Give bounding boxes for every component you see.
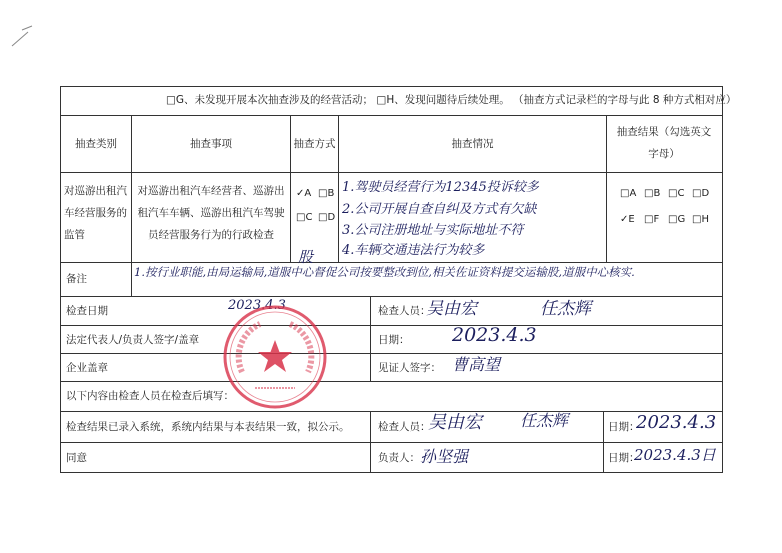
entry-date-value: 2023.4.3 <box>636 412 717 433</box>
result-option-a[interactable]: □A <box>620 188 637 199</box>
entry-date-label: 日期： <box>608 421 640 433</box>
row1-situation-line-2: 2.公司开展自查自纠及方式有欠缺 <box>342 202 537 217</box>
row1-situation-line-3: 3.公司注册地址与实际地址不符 <box>342 223 524 238</box>
entry-inspector-label: 检查人员： <box>378 421 431 433</box>
approval-label: 同意 <box>66 452 87 464</box>
method-option-d[interactable]: □D <box>318 212 336 223</box>
result-option-b[interactable]: □B <box>644 188 661 199</box>
header-method: 抽查方式 <box>293 138 336 150</box>
remarks-handwritten: 1.按行业职能,由局运输局,道服中心督促公司按要整改到位,相关佐证资料提交运输股,道服中心核实. <box>134 265 635 279</box>
inspector-signature-2: 任杰辉 <box>540 299 591 319</box>
method-option-c[interactable]: □C <box>296 212 313 223</box>
inspector-label: 检查人员： <box>378 305 431 317</box>
header-item: 抽查事项 <box>190 138 232 150</box>
inspector-signature-1: 吴由宏 <box>426 299 477 319</box>
inspection-date-label: 检查日期 <box>66 305 108 317</box>
witness-label: 见证人签字： <box>378 362 441 374</box>
row1-situation-line-4: 4.车辆交通违法行为较多 <box>342 243 485 258</box>
result-option-c[interactable]: □C <box>668 188 685 199</box>
entry-inspector-signature-2: 任杰辉 <box>520 411 569 430</box>
date-value: 2023.4.3 <box>452 324 537 346</box>
result-option-e[interactable]: ✓E <box>620 214 635 225</box>
top-options-text: □G、未发现开展本次抽查涉及的经营活动； □H、发现问题待后续处理。 （抽查方式记录栏的字母与此 8 种方式相对应） <box>166 94 737 106</box>
entry-inspector-signature-1: 吴由宏 <box>428 412 482 433</box>
result-option-d[interactable]: □D <box>692 188 710 199</box>
legal-rep-label: 法定代表人/负责人签字/盖章 <box>66 334 200 346</box>
row1-side-mark: 股 <box>298 248 314 266</box>
result-option-h[interactable]: □H <box>692 214 709 225</box>
result-option-f[interactable]: □F <box>644 214 660 225</box>
row1-situation-line-1: 1.驾驶员经营行为12345投诉较多 <box>342 180 539 195</box>
witness-signature: 曹高望 <box>452 355 501 374</box>
row1-category: 对巡游出租汽车经营服务的监管 <box>64 185 127 241</box>
entry-text: 检查结果已录入系统，系统内结果与本表结果一致，拟公示。 <box>66 421 350 433</box>
header-situation: 抽查情况 <box>451 138 494 150</box>
header-category: 抽查类别 <box>75 138 117 150</box>
inspection-date-value: 2023.4.3 <box>228 298 286 313</box>
internal-label: 以下内容由检查人员在检查后填写： <box>66 390 234 402</box>
remarks-label: 备注 <box>66 273 87 285</box>
method-option-a[interactable]: ✓A <box>296 188 312 199</box>
approval-date-value: 2023.4.3日 <box>634 446 716 464</box>
method-option-b[interactable]: □B <box>318 188 335 199</box>
result-option-g[interactable]: □G <box>668 214 686 225</box>
responsible-signature: 孙坚强 <box>420 447 469 466</box>
row1-item: 对巡游出租汽车经营者、巡游出租汽车车辆、巡游出租汽车驾驶员经营服务行为的行政检查 <box>137 185 285 241</box>
company-seal-stamp <box>220 302 330 412</box>
approval-date-label: 日期： <box>608 452 640 464</box>
responsible-label: 负责人： <box>378 452 420 464</box>
header-result: 抽查结果（勾选英文字母） <box>616 126 712 160</box>
seal-label: 企业盖章 <box>66 362 108 374</box>
date-label: 日期： <box>378 334 410 346</box>
